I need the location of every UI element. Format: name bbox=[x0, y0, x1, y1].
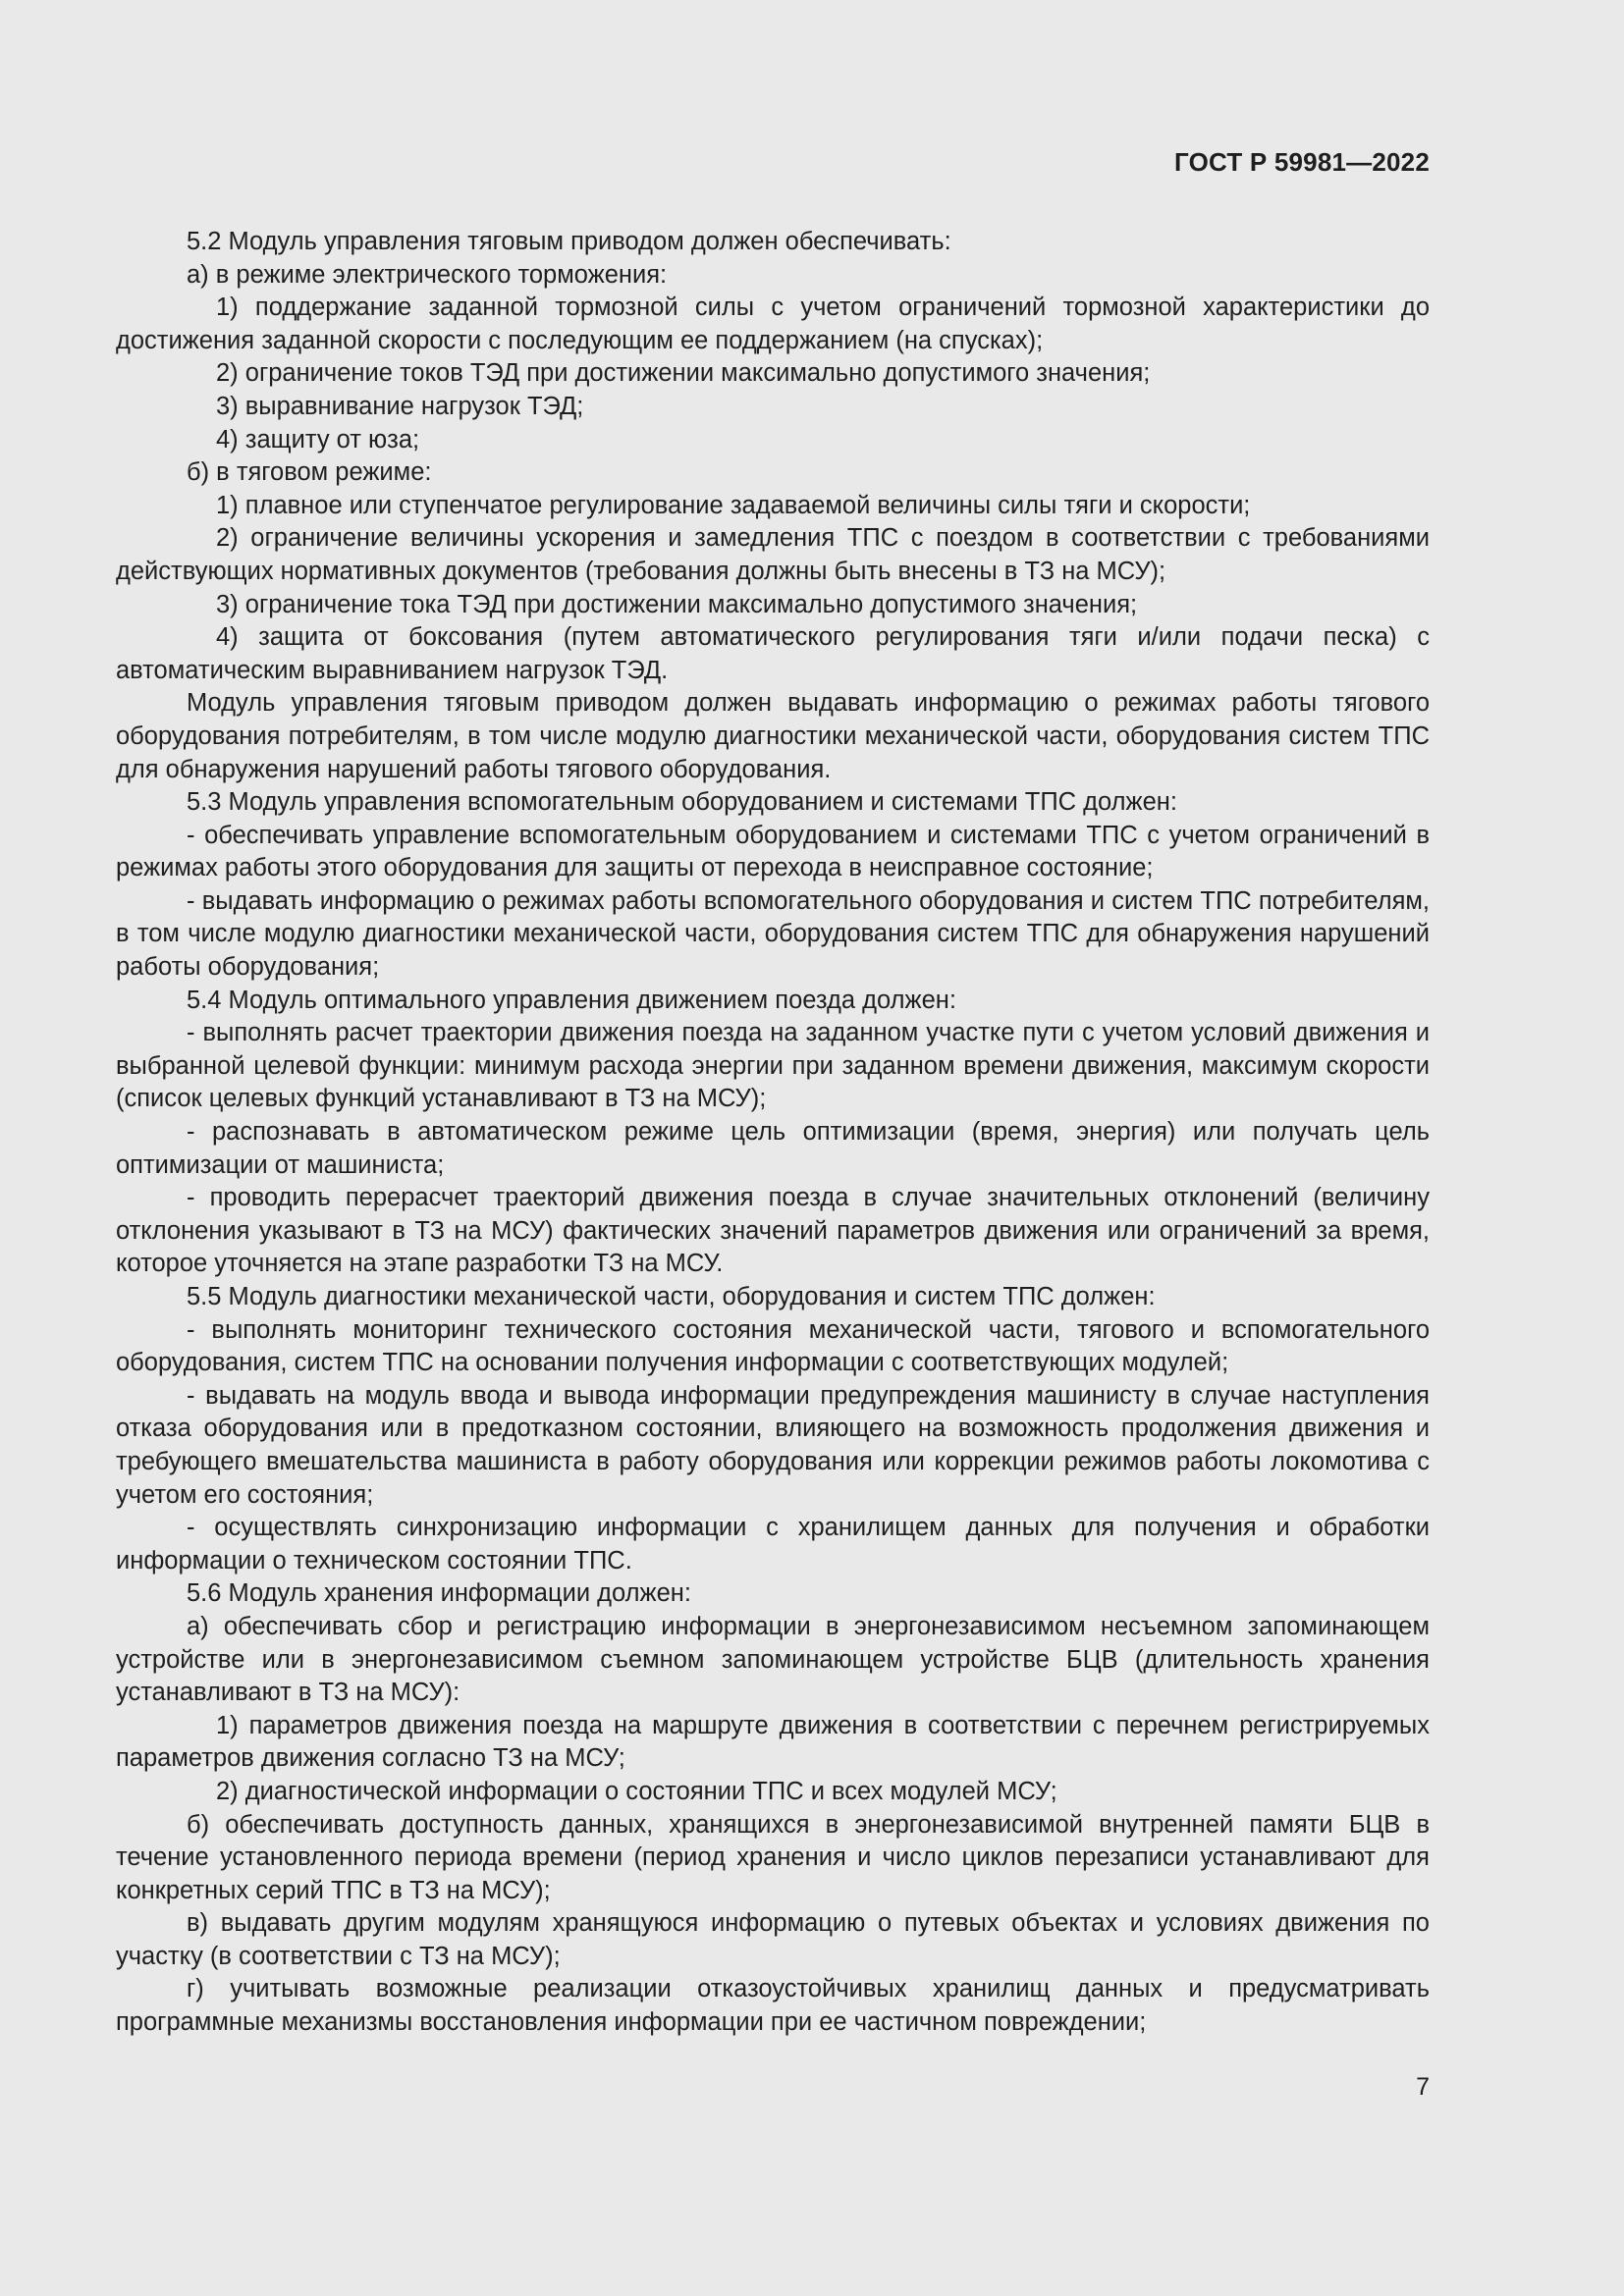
paragraph: в) выдавать другим модулям хранящуюся информацию о путевых объектах и условиях движения по участку (в соответствии с ТЗ на МСУ); bbox=[116, 1909, 1430, 1970]
paragraph: 5.5 Модуль диагностики механической части, оборудования и систем ТПС должен: bbox=[187, 1283, 1156, 1310]
paragraph: 2) ограничение величины ускорения и замедления ТПС с поездом в соответствии с требованиями действующих нормативных документов (требования должны быть внесены в ТЗ на МСУ); bbox=[116, 524, 1430, 585]
paragraph: 1) параметров движения поезда на маршруте движения в соответствии с перечнем регистрируемых параметров движения согласно ТЗ на МСУ; bbox=[116, 1711, 1430, 1773]
paragraph: - выдавать информацию о режимах работы вспомогательного оборудования и систем ТПС потребителям, в том числе модулю диагностики механической части, оборудования систем ТПС для обнаружения нарушений работы оборудования; bbox=[116, 886, 1430, 982]
paragraph: 3) выравнивание нагрузок ТЭД; bbox=[216, 392, 584, 420]
paragraph: а) в режиме электрического торможения: bbox=[187, 260, 668, 289]
paragraph: 5.3 Модуль управления вспомогательным оборудованием и системами ТПС должен: bbox=[187, 788, 1177, 817]
document-body bbox=[116, 226, 1430, 2040]
document-code-header: ГОСТ Р 59981—2022 bbox=[1174, 147, 1430, 177]
paragraph: 4) защита от боксования (путем автоматического регулирования тяги и/или подачи песка) с автоматическим выравниванием нагрузок ТЭД. bbox=[116, 623, 1430, 684]
paragraph: 1) поддержание заданной тормозной силы с учетом ограничений тормозной характеристики до достижения заданной скорости с последующим ее поддержанием (на спусках); bbox=[116, 294, 1430, 354]
paragraph: а) обеспечивать сбор и регистрацию информации в энергонезависимом несъемном запоминающем устройстве или в энергонезависимом съемном запоминающем устройстве БЦВ (длительность хранения устанавливают в ТЗ на МСУ): bbox=[116, 1612, 1430, 1707]
paragraph: - проводить перерасчет траекторий движения поезда в случае значительных отклонений (величину отклонения указывают в ТЗ на МСУ) фактических значений параметров движения или ограничений за время, которое уточняется на этапе разработки ТЗ на МСУ. bbox=[116, 1184, 1430, 1278]
paragraph: 4) защиту от юза; bbox=[216, 425, 420, 454]
paragraph: 5.6 Модуль хранения информации должен: bbox=[187, 1579, 691, 1608]
paragraph: б) обеспечивать доступность данных, хранящихся в энергонезависимой внутренней памяти БЦВ в течение установленного периода времени (период хранения и число циклов перезаписи устанавливают для конкретных серий ТПС в ТЗ на МСУ); bbox=[116, 1810, 1430, 1904]
paragraph: б) в тяговом режиме: bbox=[187, 458, 432, 487]
paragraph: - распознавать в автоматическом режиме цель оптимизации (время, энергия) или получать цель оптимизации от машиниста; bbox=[116, 1118, 1430, 1179]
paragraph: г) учитывать возможные реализации отказоустойчивых хранилищ данных и предусматривать программные механизмы восстановления информации при ее частичном повреждении; bbox=[116, 1975, 1430, 2037]
paragraph: - выполнять расчет траектории движения поезда на заданном участке пути с учетом условий движения и выбранной целевой функции: минимум расхода энергии при заданном времени движения, максимум скорости (список целевых функций устанавливают в ТЗ на МСУ); bbox=[116, 1019, 1430, 1113]
paragraph: 3) ограничение тока ТЭД при достижении максимально допустимого значения; bbox=[216, 590, 1138, 618]
paragraph: 2) ограничение токов ТЭД при достижении максимально допустимого значения; bbox=[216, 359, 1151, 388]
paragraph: 1) плавное или ступенчатое регулирование задаваемой величины силы тяги и скорости; bbox=[216, 491, 1251, 519]
paragraph: - осуществлять синхронизацию информации с хранилищем данных для получения и обработки информации о техническом состоянии ТПС. bbox=[116, 1514, 1430, 1575]
paragraph: 5.4 Модуль оптимального управления движением поезда должен: bbox=[187, 986, 956, 1014]
paragraph: 5.2 Модуль управления тяговым приводом должен обеспечивать: bbox=[187, 228, 951, 255]
paragraph: - выполнять мониторинг технического состояния механической части, тягового и вспомогательного оборудования, систем ТПС на основании получения информации с соответствующих модулей; bbox=[116, 1315, 1430, 1377]
paragraph: 2) диагностической информации о состоянии ТПС и всех модулей МСУ; bbox=[216, 1777, 1057, 1805]
paragraph: Модуль управления тяговым приводом должен выдавать информацию о режимах работы тягового оборудования потребителям, в том числе модулю диагностики механической части, оборудования систем ТПС для обнаружения нарушений работы тягового оборудования. bbox=[116, 689, 1430, 783]
page-number: 7 bbox=[1416, 2073, 1430, 2101]
paragraph: - обеспечивать управление вспомогательным оборудованием и системами ТПС с учетом ограничений в режимах работы этого оборудования для защиты от перехода в неисправное состояние; bbox=[116, 821, 1430, 882]
paragraph: - выдавать на модуль ввода и вывода информации предупреждения машинисту в случае наступления отказа оборудования или в предотказном состоянии, влияющего на возможность продолжения движения и требующего вмешательства машиниста в работу оборудования или коррекции режимов работы локомотива с учетом его состояния; bbox=[116, 1381, 1430, 1509]
